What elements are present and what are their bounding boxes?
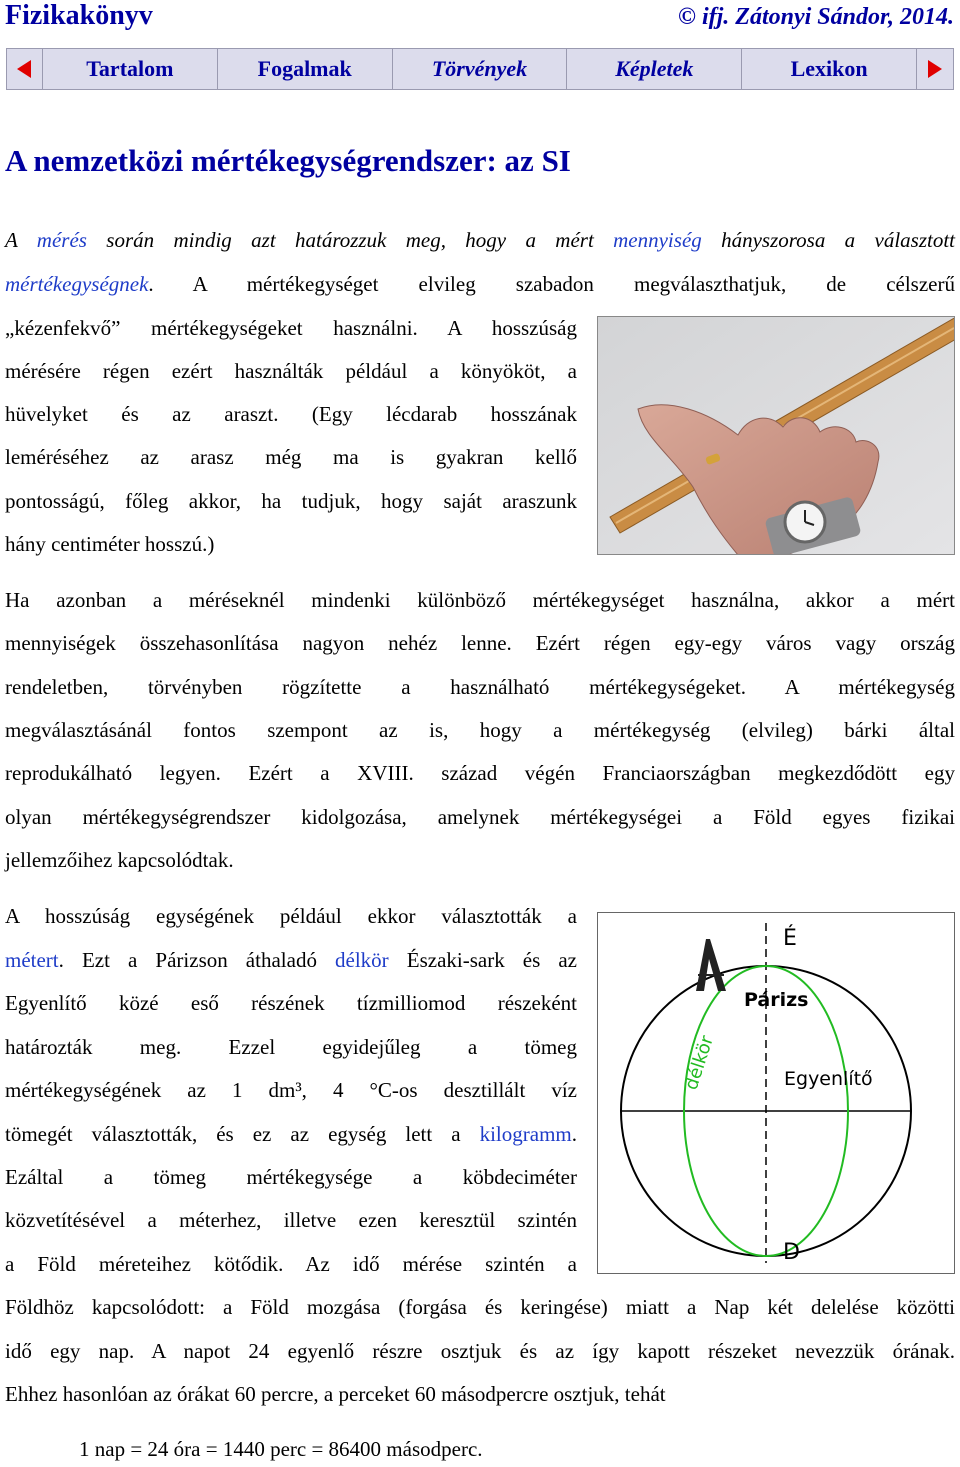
- time-formula: 1 nap = 24 óra = 1440 perc = 86400 másodperc.: [79, 1437, 483, 1461]
- para2-line2: mennyiségek összehasonlítása nagyon nehéz lenne. Ezért régen egy-egy város vagy ország: [5, 631, 955, 655]
- para2-line3: rendeletben, törvényben rögzítette a használható mértékegységeket. A mértékegység: [5, 675, 955, 699]
- para3-line10: Földhöz kapcsolódott: a Föld mozgása (forgása és keringése) miatt a Nap két delelése közötti: [5, 1295, 955, 1319]
- hand-span-photo: [597, 316, 955, 555]
- link-delkor[interactable]: délkör: [335, 948, 389, 972]
- para2-line4: megválasztásánál fontos szempont az is, hogy a mértékegység (elvileg) bárki által: [5, 718, 955, 742]
- para3-line1: A hosszúság egységének például ekkor választották a: [5, 904, 577, 928]
- nav-kepletek[interactable]: Képletek: [567, 49, 742, 89]
- para3-line4: határozták meg. Ezzel egyidejűleg a tömeg: [5, 1035, 577, 1059]
- link-mennyiseg[interactable]: mennyiség: [613, 228, 702, 252]
- book-title: Fizikakönyv: [5, 0, 153, 31]
- para1-line2: [5, 272, 955, 296]
- link-meter[interactable]: métert: [5, 948, 59, 972]
- para3-line11: idő egy nap. A napot 24 egyenlő részre osztjuk és az így kapott részeket nevezzük órának.: [5, 1339, 955, 1363]
- text: . Ezt a Párizson áthaladó: [58, 948, 336, 972]
- para1-line8: hány centiméter hosszú.): [5, 532, 215, 556]
- arrow-left-icon: [17, 60, 31, 78]
- text: Északi-sark és az: [388, 948, 578, 972]
- para1-line6: leméréséhez az arasz még ma is gyakran kellő: [5, 445, 577, 469]
- copyright: © ifj. Zátonyi Sándor, 2014.: [678, 4, 954, 30]
- para3-line8: közvetítésével a méterhez, illetve ezen keresztül szintén: [5, 1208, 577, 1232]
- para1-line4: mérésére régen ezért használták például a könyököt, a: [5, 359, 577, 383]
- nav-lexikon[interactable]: Lexikon: [742, 49, 917, 89]
- equator-label: Egyenlítő: [784, 1068, 873, 1090]
- para1-line7: pontosságú, főleg akkor, ha tudjuk, hogy saját araszunk: [5, 489, 577, 513]
- text: során mindig azt határozzuk meg, hogy a mért: [86, 228, 614, 252]
- link-mertekegyseg[interactable]: mértékegységnek: [5, 272, 149, 296]
- para3-line5: mértékegységének az 1 dm³, 4 °C-os desztillált víz: [5, 1078, 577, 1102]
- nav-tartalom[interactable]: Tartalom: [43, 49, 218, 89]
- link-meres[interactable]: mérés: [36, 228, 87, 252]
- meridian-label: délkör: [680, 1033, 718, 1093]
- nav-fogalmak[interactable]: Fogalmak: [218, 49, 393, 89]
- next-page-button[interactable]: [917, 49, 953, 89]
- prev-page-button[interactable]: [7, 49, 43, 89]
- nav-torvenyek[interactable]: Törvények: [393, 49, 568, 89]
- page-title: A nemzetközi mértékegységrendszer: az SI: [5, 143, 571, 178]
- text: A: [5, 228, 37, 252]
- para2-line1: Ha azonban a méréseknél mindenki különböző mértékegységet használna, akkor a mért: [5, 588, 955, 612]
- arrow-right-icon: [928, 60, 942, 78]
- para3-line2: [5, 948, 577, 972]
- text: . A mértékegységet elvileg szabadon megválaszthatjuk, de célszerű: [148, 272, 955, 296]
- para3-line3: Egyenlítő közé eső részének tízmilliomod részeként: [5, 991, 577, 1015]
- globe-svg: [598, 913, 955, 1274]
- para3-line7: Ezáltal a tömeg mértékegysége a köbdeciméter: [5, 1165, 577, 1189]
- para1-line1: [5, 228, 955, 252]
- paris-label: Párizs: [744, 989, 809, 1011]
- para2-line6: olyan mértékegységrendszer kidolgozása, amelynek mértékegységei a Föld egyes fizikai: [5, 805, 955, 829]
- south-label: D: [783, 1240, 800, 1265]
- text: hányszorosa a választott: [701, 228, 956, 252]
- hand-ruler-illustration: [598, 317, 955, 555]
- nav-bar: [6, 48, 954, 90]
- para1-line3: „kézenfekvő” mértékegységeket használni. A hosszúság: [5, 316, 577, 340]
- text: .: [571, 1122, 577, 1146]
- link-kilogramm[interactable]: kilogramm: [479, 1122, 572, 1146]
- para3-line6: [5, 1122, 577, 1146]
- eiffel-tower-icon: [696, 939, 726, 991]
- para3-line12: Ehhez hasonlóan az órákat 60 percre, a perceket 60 másodpercre osztjuk, tehát: [5, 1382, 666, 1406]
- para3-line9: a Föld méreteihez kötődik. Az idő mérése szintén a: [5, 1252, 577, 1276]
- para2-line7: jellemzőihez kapcsolódtak.: [5, 848, 234, 872]
- text: tömegét választották, és ez az egység lett a: [5, 1122, 480, 1146]
- globe-diagram: [597, 912, 955, 1274]
- para2-line5: reprodukálható legyen. Ezért a XVIII. század végén Franciaországban megkezdődött egy: [5, 761, 955, 785]
- para1-line5: hüvelyket és az araszt. (Egy lécdarab hosszának: [5, 402, 577, 426]
- north-label: É: [783, 926, 797, 951]
